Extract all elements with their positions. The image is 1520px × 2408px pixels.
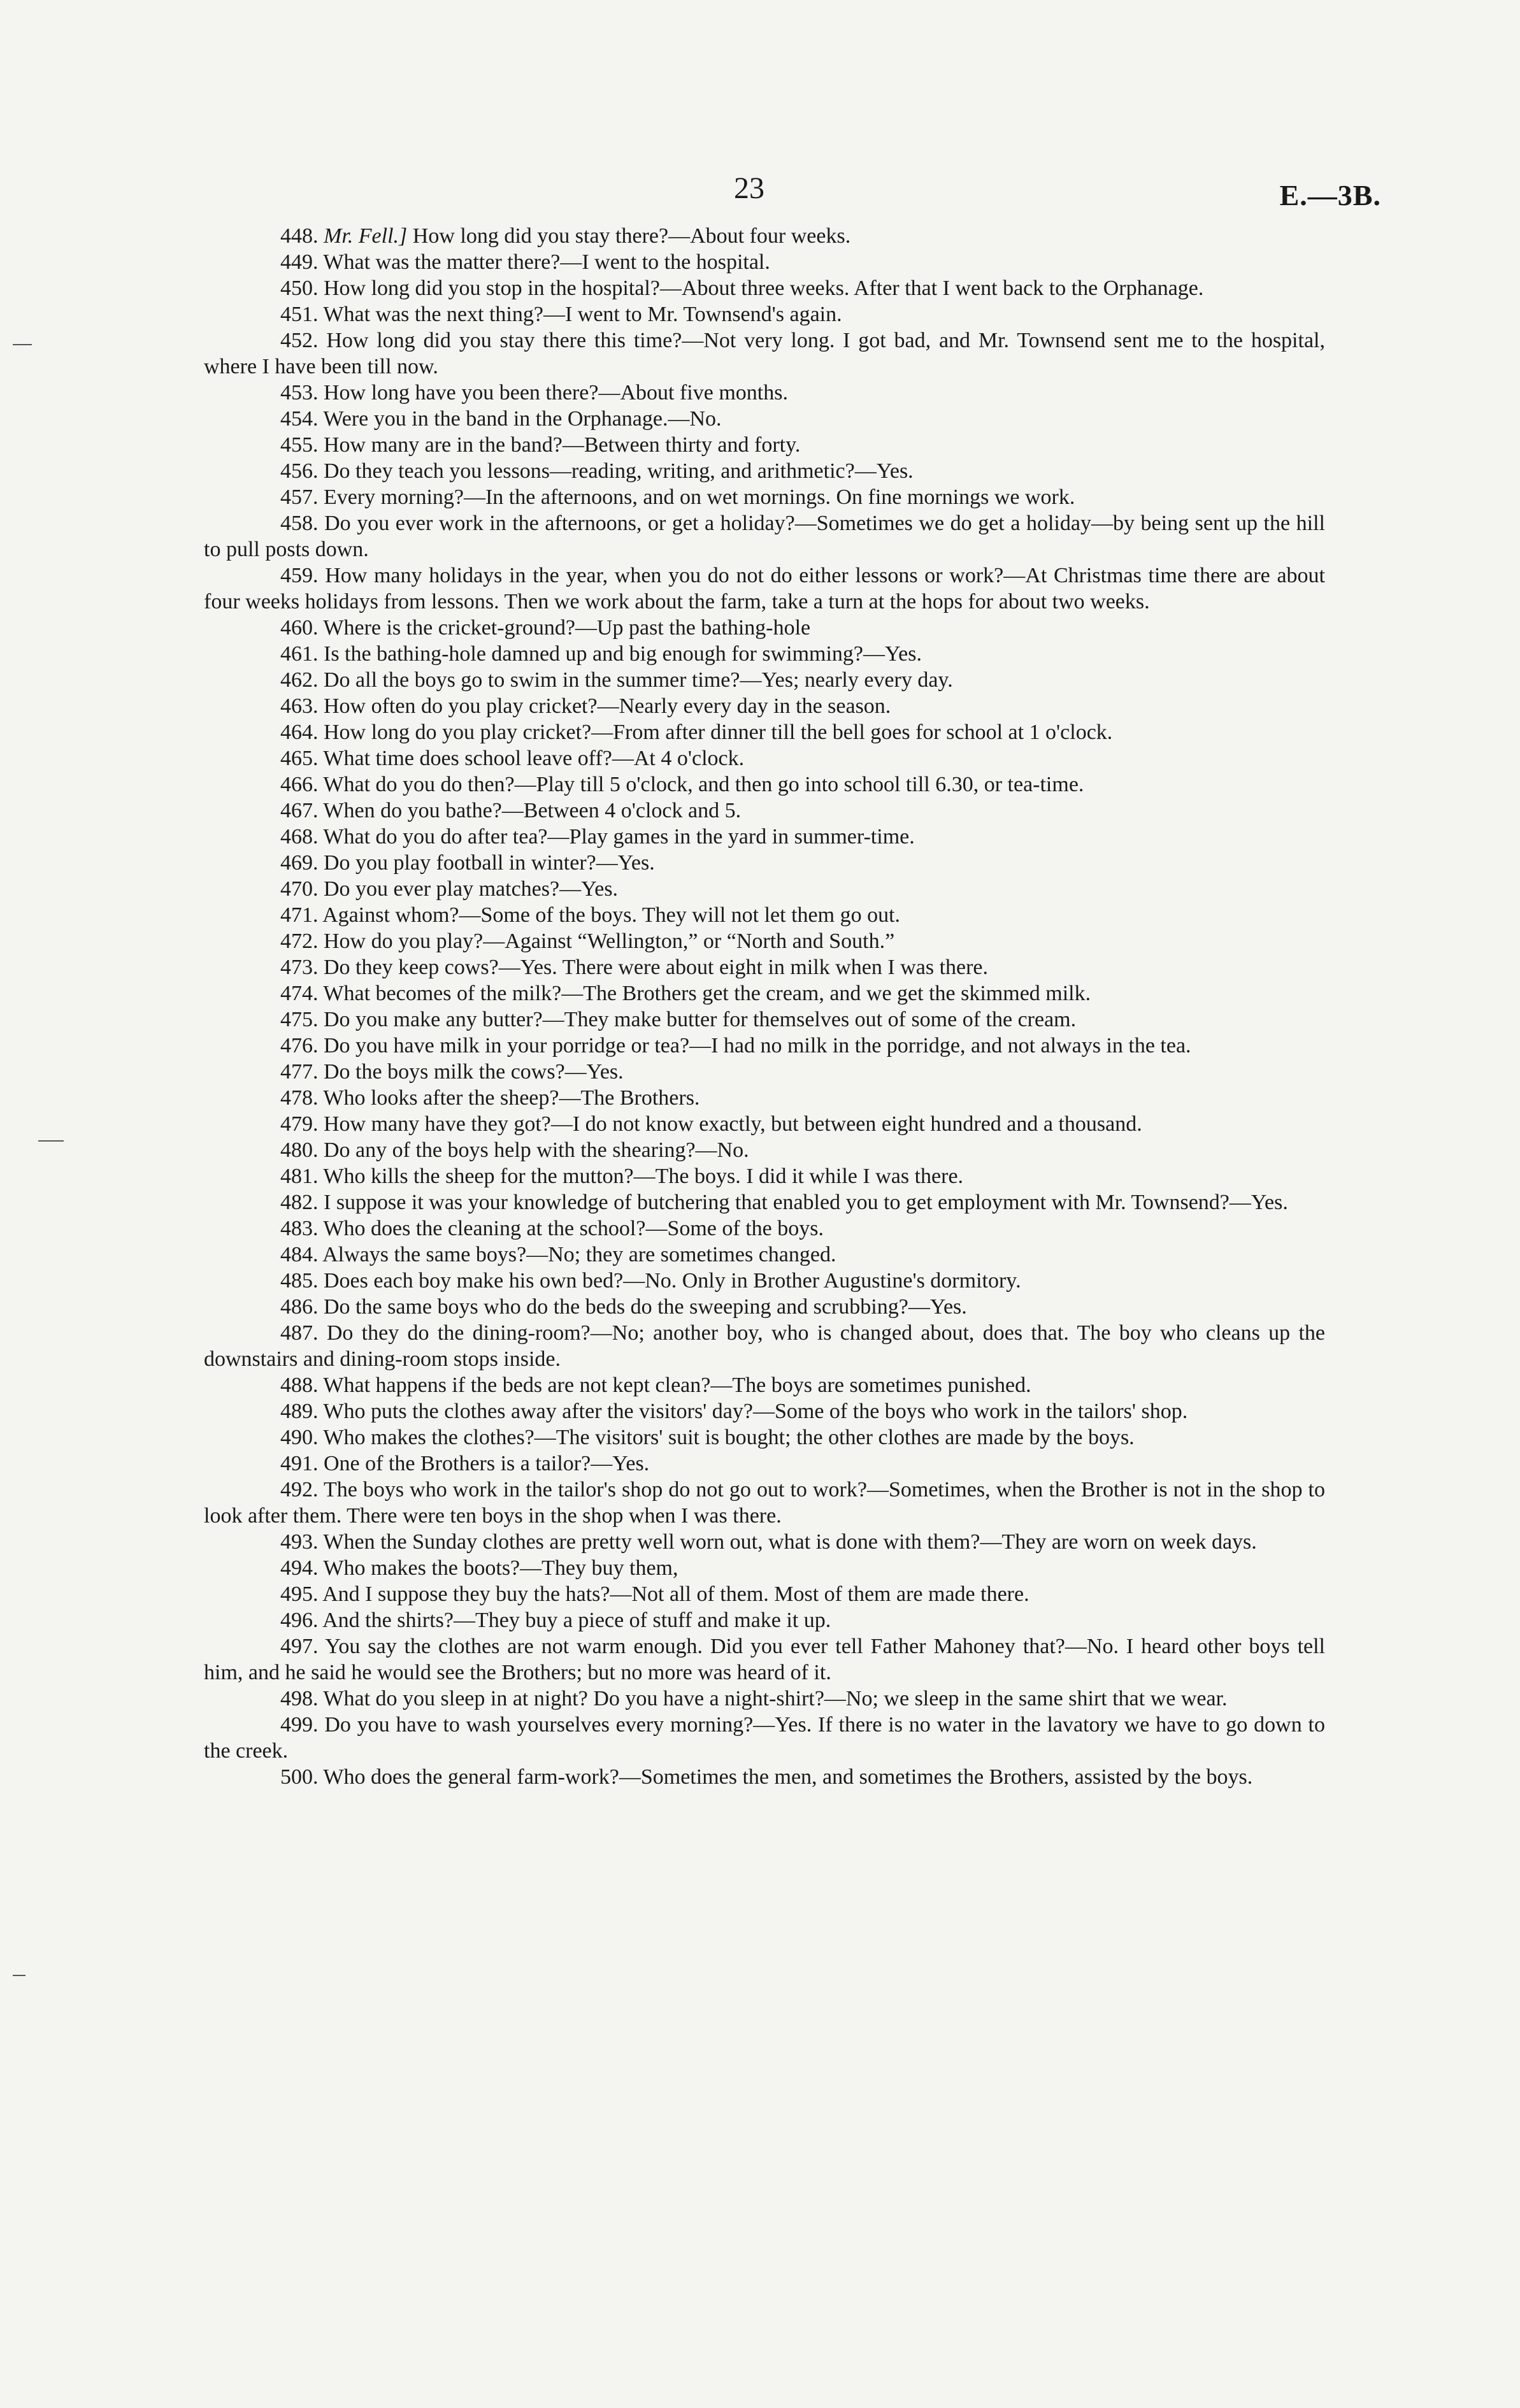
entry-text: What do you do then?—Play till 5 o'clock, and then go into school till 6.30, or tea-time. (323, 773, 1084, 796)
entry-number: 466. (280, 773, 319, 796)
entry-number: 499. (280, 1713, 319, 1737)
entry-number: 462. (280, 668, 319, 692)
entry-text: How many have they got?—I do not know exactly, but between eight hundred and a thousand. (324, 1112, 1142, 1136)
margin-mark (38, 1140, 64, 1142)
entry-text: Where is the cricket-ground?—Up past the bathing-hole (323, 616, 811, 640)
qa-entry (204, 380, 1325, 406)
qa-entry (204, 510, 1325, 563)
qa-entry (204, 641, 1325, 667)
entry-number: 478. (280, 1086, 319, 1110)
entry-number: 468. (280, 825, 319, 849)
qa-entry (204, 850, 1325, 876)
qa-entry (204, 1712, 1325, 1764)
entry-number: 458. (280, 512, 319, 535)
entry-number: 467. (280, 799, 319, 822)
qa-entry (204, 980, 1325, 1007)
entry-text: Were you in the band in the Orphanage.—No. (323, 407, 722, 431)
margin-mark (13, 344, 32, 345)
entry-number: 497. (280, 1635, 319, 1658)
entry-text: And I suppose they buy the hats?—Not all of them. Most of them are made there. (322, 1582, 1029, 1606)
qa-entry (204, 1215, 1325, 1242)
qa-entry (204, 327, 1325, 380)
entry-text: Do the same boys who do the beds do the sweeping and scrubbing?—Yes. (324, 1295, 967, 1319)
entry-text: Is the bathing-hole damned up and big enough for swimming?—Yes. (324, 642, 922, 666)
entry-text: You say the clothes are not warm enough. Did you ever tell Father Mahoney that?—No. I heard other boys tell him, and he said he would see the Brothers; but no more was heard of it. (204, 1635, 1325, 1684)
entry-text: Who looks after the sheep?—The Brothers. (323, 1086, 700, 1110)
entry-number: 459. (280, 564, 319, 587)
entry-number: 496. (280, 1609, 319, 1632)
entry-number: 495. (280, 1582, 319, 1606)
qa-entry (204, 1633, 1325, 1686)
entry-text: Who puts the clothes away after the visitors' day?—Some of the boys who work in the tailors' shop. (323, 1400, 1188, 1423)
entry-text: Do they teach you lessons—reading, writing, and arithmetic?—Yes. (324, 459, 914, 483)
entry-number: 486. (280, 1295, 319, 1319)
entry-number: 451. (280, 303, 319, 326)
entry-number: 494. (280, 1556, 319, 1580)
entry-text: One of the Brothers is a tailor?—Yes. (324, 1452, 650, 1475)
entry-number: 454. (280, 407, 319, 431)
qa-entry (204, 928, 1325, 954)
entry-text: Do you ever work in the afternoons, or get a holiday?—Sometimes we do get a holiday—by being sent up the hill to pull posts down. (204, 512, 1325, 561)
entry-number: 453. (280, 381, 319, 405)
entry-number: 464. (280, 720, 319, 744)
entry-text: Do you ever play matches?—Yes. (324, 877, 619, 901)
entry-text: How long did you stop in the hospital?—About three weeks. After that I went back to the Orphanage. (324, 276, 1204, 300)
entry-text: How many are in the band?—Between thirty and forty. (324, 433, 801, 457)
qa-entry (204, 902, 1325, 928)
entry-number: 476. (280, 1034, 319, 1057)
entry-number: 480. (280, 1138, 319, 1162)
qa-entry (204, 876, 1325, 902)
entry-number: 484. (280, 1243, 319, 1266)
qa-entry (204, 484, 1325, 510)
qa-entry (204, 1607, 1325, 1633)
entry-number: 457. (280, 485, 319, 509)
entry-text: Do you make any butter?—They make butter for themselves out of some of the cream. (324, 1008, 1077, 1031)
entry-number: 470. (280, 877, 319, 901)
entry-number: 498. (280, 1687, 319, 1710)
entry-number: 488. (280, 1373, 319, 1397)
entry-number: 491. (280, 1452, 319, 1475)
qa-entry (204, 301, 1325, 327)
entry-number: 487. (280, 1321, 319, 1345)
qa-entry (204, 1242, 1325, 1268)
entry-text: Against whom?—Some of the boys. They will not let them go out. (322, 903, 901, 927)
qa-entry (204, 1085, 1325, 1111)
entry-text: Every morning?—In the afternoons, and on wet mornings. On fine mornings we work. (324, 485, 1075, 509)
entry-text: Do any of the boys help with the shearing?—No. (324, 1138, 749, 1162)
qa-entry (204, 615, 1325, 641)
entry-text: How often do you play cricket?—Nearly every day in the season. (324, 694, 891, 718)
qa-entry (204, 1555, 1325, 1581)
entry-speaker: Mr. Fell.] (324, 224, 408, 248)
entry-text: Do you have to wash yourselves every morning?—Yes. If there is no water in the lavatory we have to go down to the creek. (204, 1713, 1325, 1763)
page-number: 23 (734, 171, 764, 205)
entry-number: 474. (280, 982, 319, 1005)
entry-number: 463. (280, 694, 319, 718)
qa-entry (204, 954, 1325, 980)
qa-entry (204, 1007, 1325, 1033)
entry-number: 471. (280, 903, 319, 927)
entry-text: Do the boys milk the cows?—Yes. (324, 1060, 624, 1084)
entry-number: 493. (280, 1530, 319, 1554)
entry-text: What happens if the beds are not kept clean?—The boys are sometimes punished. (323, 1373, 1031, 1397)
qa-entry (204, 406, 1325, 432)
entry-number: 465. (280, 747, 319, 770)
entry-number: 482. (280, 1191, 319, 1214)
qa-entry (204, 563, 1325, 615)
entry-text: Who does the general farm-work?—Sometimes the men, and sometimes the Brothers, assisted by the boys. (323, 1765, 1253, 1789)
qa-entry (204, 1163, 1325, 1189)
entry-text: What time does school leave off?—At 4 o'clock. (323, 747, 745, 770)
qa-entry (204, 1059, 1325, 1085)
entry-number: 490. (280, 1426, 319, 1449)
entry-text: How long did you stay there?—About four weeks. (412, 224, 851, 248)
entry-text: Who makes the clothes?—The visitors' suit is bought; the other clothes are made by the boys. (323, 1426, 1135, 1449)
entry-text: Do you have milk in your porridge or tea?—I had no milk in the porridge, and not always in the tea. (324, 1034, 1191, 1057)
qa-entry (204, 1294, 1325, 1320)
qa-entry (204, 693, 1325, 719)
entry-text: How do you play?—Against “Wellington,” or “North and South.” (324, 929, 895, 953)
entry-text: Does each boy make his own bed?—No. Only in Brother Augustine's dormitory. (324, 1269, 1021, 1293)
qa-entry (204, 1764, 1325, 1790)
qa-entry (204, 1529, 1325, 1555)
entry-number: 485. (280, 1269, 319, 1293)
qa-entry (204, 667, 1325, 693)
entry-text: Do they keep cows?—Yes. There were about eight in milk when I was there. (324, 956, 989, 979)
entry-number: 461. (280, 642, 319, 666)
qa-entry (204, 432, 1325, 458)
entry-number: 473. (280, 956, 319, 979)
entry-text: Do all the boys go to swim in the summer time?—Yes; nearly every day. (324, 668, 953, 692)
margin-mark (13, 1975, 25, 1976)
qa-entry (204, 1320, 1325, 1372)
document-reference: E.—3B. (1279, 179, 1381, 211)
entry-number: 472. (280, 929, 319, 953)
entry-number: 456. (280, 459, 319, 483)
qa-entry (204, 1581, 1325, 1607)
entry-number: 448. (280, 224, 319, 248)
entry-text: What becomes of the milk?—The Brothers get the cream, and we get the skimmed milk. (323, 982, 1091, 1005)
entry-number: 460. (280, 616, 319, 640)
entry-number: 500. (280, 1765, 319, 1789)
entry-number: 455. (280, 433, 319, 457)
entry-text: What was the matter there?—I went to the hospital. (323, 250, 770, 274)
qa-entry (204, 1398, 1325, 1424)
qa-entry (204, 458, 1325, 484)
qa-entry (204, 223, 1325, 249)
qa-entry (204, 249, 1325, 275)
entry-number: 469. (280, 851, 319, 875)
entry-text: What do you do after tea?—Play games in the yard in summer-time. (323, 825, 915, 849)
entry-text: What was the next thing?—I went to Mr. Townsend's again. (323, 303, 842, 326)
entry-number: 492. (280, 1478, 319, 1501)
qa-entry (204, 1189, 1325, 1215)
entry-text: The boys who work in the tailor's shop do not go out to work?—Sometimes, when the Brother is not in the shop to look after them. There were ten boys in the shop when I was there. (204, 1478, 1325, 1528)
entry-number: 450. (280, 276, 319, 300)
qa-entry (204, 1372, 1325, 1398)
entry-text: Who kills the sheep for the mutton?—The boys. I did it while I was there. (323, 1165, 964, 1188)
entry-text: How many holidays in the year, when you do not do either lessons or work?—At Christmas time there are about four weeks holidays from lessons. Then we work about the farm, take a turn at the hops for about two weeks. (204, 564, 1325, 613)
qa-entry (204, 1137, 1325, 1163)
entry-number: 481. (280, 1165, 319, 1188)
qa-entry (204, 1477, 1325, 1529)
entry-text: Who makes the boots?—They buy them, (323, 1556, 678, 1580)
qa-entry (204, 1451, 1325, 1477)
entry-text: Do you play football in winter?—Yes. (324, 851, 655, 875)
qa-entry (204, 771, 1325, 798)
entry-text: How long did you stay there this time?—Not very long. I got bad, and Mr. Townsend sent me to the hospital, where I have been till now. (204, 329, 1325, 378)
entry-number: 477. (280, 1060, 319, 1084)
qa-entry (204, 798, 1325, 824)
qa-entry (204, 275, 1325, 301)
qa-entry (204, 1686, 1325, 1712)
entry-text: And the shirts?—They buy a piece of stuff and make it up. (322, 1609, 831, 1632)
qa-entry (204, 1111, 1325, 1137)
qa-entry (204, 1268, 1325, 1294)
entry-number: 483. (280, 1217, 319, 1240)
entry-text: How long have you been there?—About five months. (324, 381, 788, 405)
entry-number: 489. (280, 1400, 319, 1423)
entry-text: I suppose it was your knowledge of butchering that enabled you to get employment with Mr. Townsend?—Yes. (324, 1191, 1288, 1214)
entry-text: Do they do the dining-room?—No; another boy, who is changed about, does that. The boy who cleans up the downstairs and dining-room stops inside. (204, 1321, 1325, 1371)
entry-number: 479. (280, 1112, 319, 1136)
entry-number: 452. (280, 329, 319, 352)
entry-text: When the Sunday clothes are pretty well worn out, what is done with them?—They are worn on week days. (323, 1530, 1257, 1554)
qa-entry (204, 719, 1325, 745)
entry-number: 475. (280, 1008, 319, 1031)
entry-text: How long do you play cricket?—From after dinner till the bell goes for school at 1 o'clock. (324, 720, 1113, 744)
entry-text: When do you bathe?—Between 4 o'clock and 5. (323, 799, 742, 822)
entry-text: What do you sleep in at night? Do you have a night-shirt?—No; we sleep in the same shirt that we wear. (323, 1687, 1228, 1710)
qa-entry (204, 1424, 1325, 1451)
entry-text: Always the same boys?—No; they are sometimes changed. (322, 1243, 836, 1266)
entry-text: Who does the cleaning at the school?—Some of the boys. (323, 1217, 824, 1240)
qa-entry (204, 1033, 1325, 1059)
testimony-body (204, 223, 1325, 1790)
qa-entry (204, 824, 1325, 850)
entry-number: 449. (280, 250, 319, 274)
qa-entry (204, 745, 1325, 771)
